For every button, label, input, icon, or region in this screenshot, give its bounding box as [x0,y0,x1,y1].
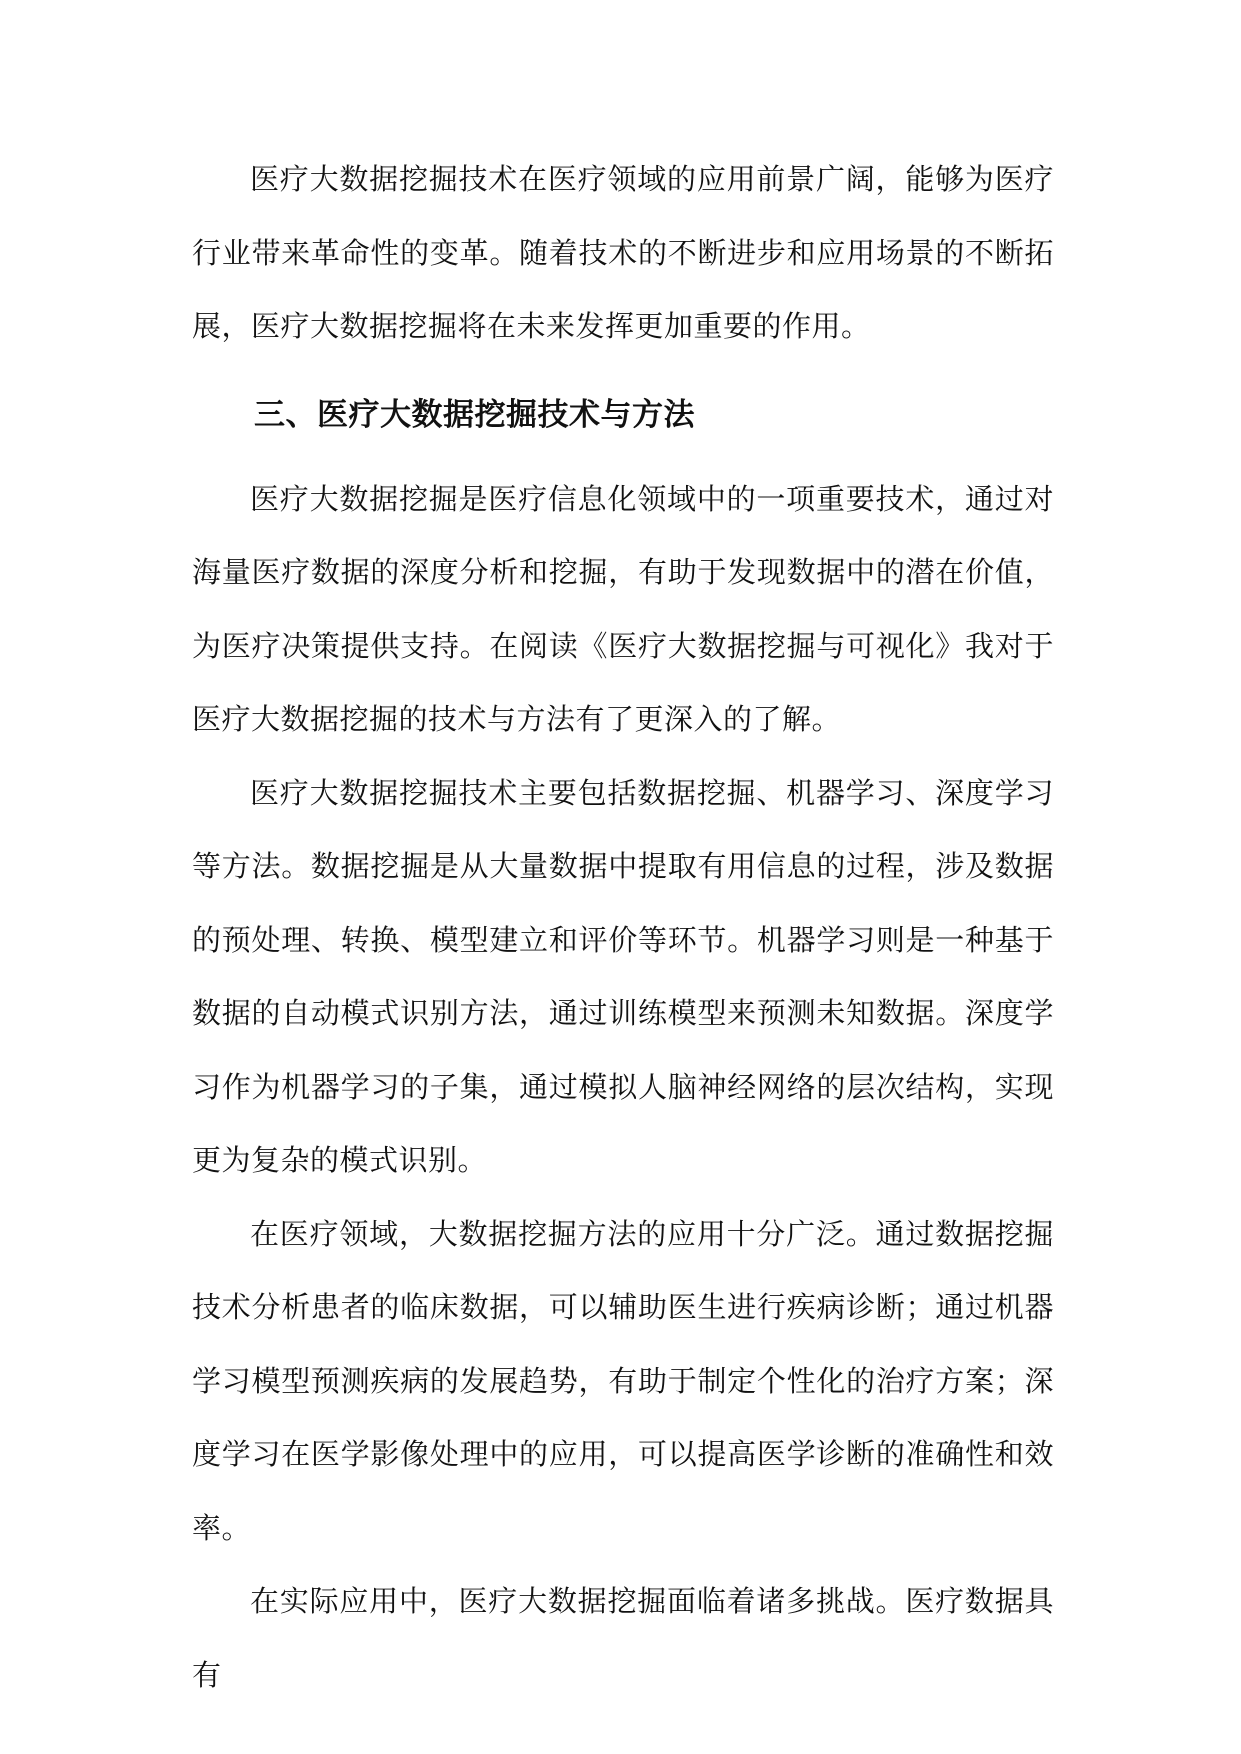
body-paragraph-3: 在医疗领域，大数据挖掘方法的应用十分广泛。通过数据挖掘技术分析患者的临床数据，可以辅助医生进行疾病诊断；通过机器学习模型预测疾病的发展趋势，有助于制定个性化的治疗方案；深度学习在医学影像处理中的应用，可以提高医学诊断的准确性和效率。 [192,1216,1054,1545]
section-heading: 三、医疗大数据挖掘技术与方法 [254,396,695,433]
body-paragraph-1: 医疗大数据挖掘是医疗信息化领域中的一项重要技术，通过对海量医疗数据的深度分析和挖掘，有助于发现数据中的潜在价值，为医疗决策提供支持。在阅读《医疗大数据挖掘与可视化》我对于医疗大数据挖掘的技术与方法有了更深入的了解。 [192,481,1054,736]
body-paragraph-2: 医疗大数据挖掘技术主要包括数据挖掘、机器学习、深度学习等方法。数据挖掘是从大量数据中提取有用信息的过程，涉及数据的预处理、转换、模型建立和评价等环节。机器学习则是一种基于数据的自动模式识别方法，通过训练模型来预测未知数据。深度学习作为机器学习的子集，通过模拟人脑神经网络的层次结构，实现更为复杂的模式识别。 [192,775,1054,1177]
document-body [192,143,1054,1712]
body-paragraph-4: 在实际应用中，医疗大数据挖掘面临着诸多挑战。医疗数据具有 [192,1584,1054,1692]
intro-paragraph: 医疗大数据挖掘技术在医疗领域的应用前景广阔，能够为医疗行业带来革命性的变革。随着技术的不断进步和应用场景的不断拓展，医疗大数据挖掘将在未来发挥更加重要的作用。 [192,162,1054,343]
